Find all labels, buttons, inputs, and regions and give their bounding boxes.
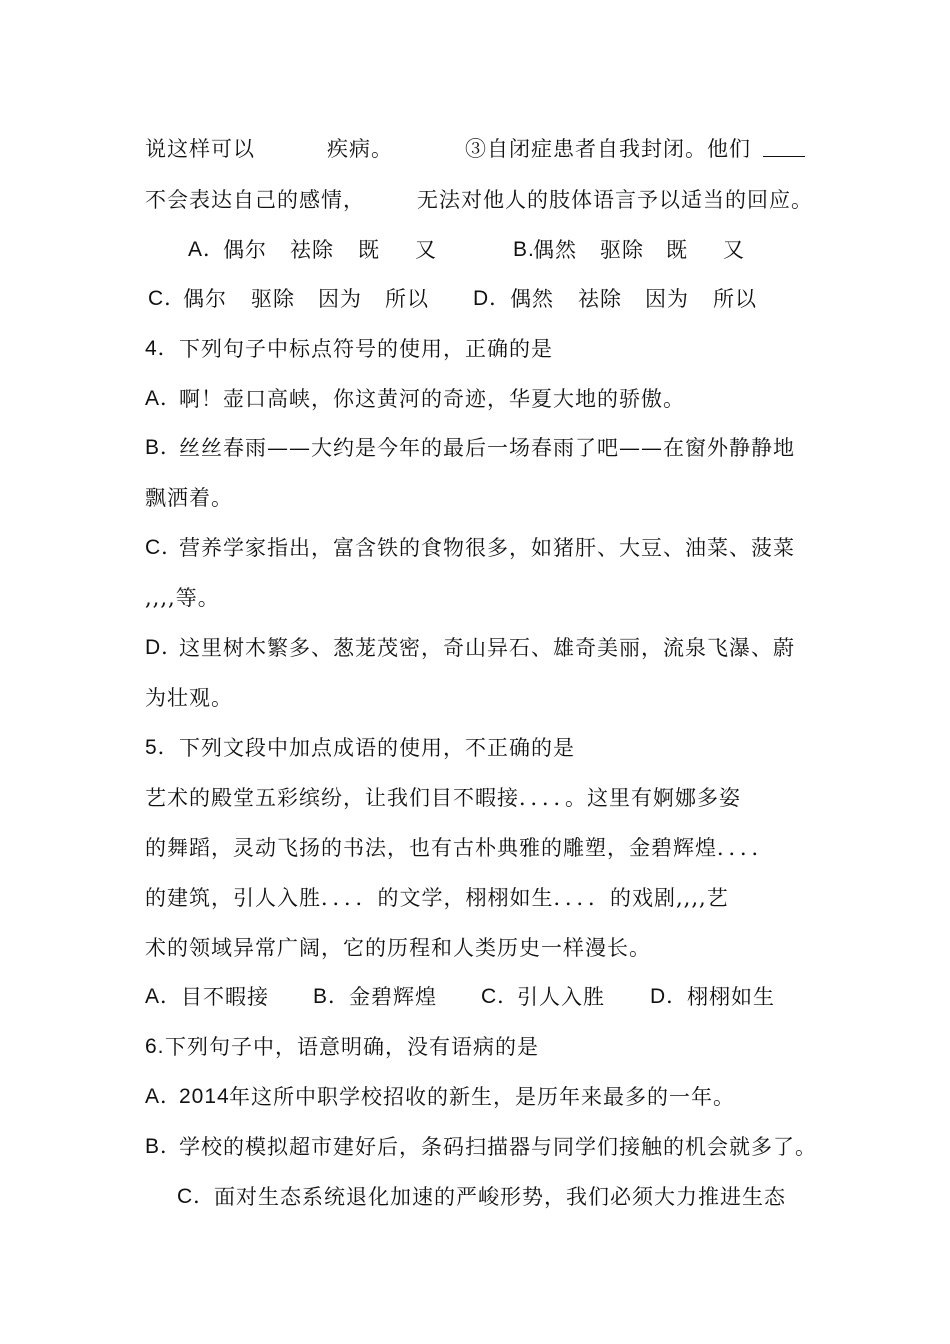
q6-option-a-label: A． (145, 1085, 183, 1108)
q6-option-b-text: 学校的模拟超市建好后，条码扫描器与同学们接触的机会就多了。 (179, 1135, 817, 1159)
q3-option-d-label: D． (473, 287, 512, 310)
q3-line-1-part-a: 说这样可以 (145, 137, 255, 161)
q3-option-d-word-1: 偶然 (510, 287, 554, 311)
q4-option-b-text: 丝丝春雨——大约是今年的最后一场春雨了吧——在窗外静静地 (179, 436, 795, 460)
q5-passage-text-4: 术的领域异常广阔，它的历程和人类历史一样漫长。 (145, 936, 651, 960)
q4-option-c-text: 营养学家指出，富含铁的食物很多，如猪肝、大豆、油菜、菠菜 (179, 536, 795, 560)
q3-line-1-part-b: 疾病。 (327, 137, 393, 161)
q5-passage-text-3: 的建筑，引人入胜．．．．的文学，栩栩如生．．．．的戏剧,,,,艺 (145, 886, 729, 910)
q4-option-c (145, 533, 845, 563)
q3-option-a-word-2: 祛除 (290, 238, 334, 262)
q5-option-a-label: A． (145, 985, 183, 1008)
q4-option-a-label: A． (145, 387, 183, 410)
q5-option-b-label: B． (313, 985, 351, 1008)
q3-option-c-word-3: 因为 (318, 287, 362, 311)
q4-option-d-text: 这里树木繁多、葱茏茂密，奇山异石、雄奇美丽，流泉飞瀑、蔚 (179, 636, 795, 660)
q3-line-2-part-b: 无法对他人的肢体语言予以适当的回应。 (417, 188, 813, 212)
q3-option-d-word-4: 所以 (713, 287, 757, 311)
q4-stem (145, 334, 845, 364)
q5-stem (145, 733, 845, 763)
q5-option-b-text: 金碧辉煌 (349, 985, 437, 1009)
q5-passage-text-2: 的舞蹈，灵动飞扬的书法，也有古朴典雅的雕塑，金碧辉煌．．．． (145, 836, 774, 860)
q6-option-a-text: 年这所中职学校招收的新生，是历年来最多的一年。 (229, 1085, 735, 1109)
q5-stem-text: 下列文段中加点成语的使用，不正确的是 (179, 736, 575, 760)
q6-number: 6. (145, 1035, 165, 1058)
q6-option-b-label: B． (145, 1135, 183, 1158)
fill-in-blank (763, 138, 805, 157)
q3-option-b-word-3: 既 (666, 238, 688, 262)
q6-option-a (145, 1082, 845, 1112)
q4-option-a-text: 啊！壶口高峡，你这黄河的奇迹，华夏大地的骄傲。 (179, 387, 685, 411)
q6-stem-text: 下列句子中，语意明确，没有语病的是 (165, 1035, 539, 1059)
q6-option-c-text: 面对生态系统退化加速的严峻形势，我们必须大力推进生态 (214, 1185, 786, 1209)
q3-line-2 (145, 185, 845, 215)
q3-option-a-word-4: 又 (415, 238, 437, 262)
q5-passage-line-2 (145, 833, 845, 863)
q4-stem-text: 下列句子中标点符号的使用，正确的是 (179, 337, 553, 361)
q3-option-c-word-4: 所以 (385, 287, 429, 311)
q5-option-d-label: D． (650, 985, 689, 1008)
q4-option-d (145, 633, 845, 663)
q4-option-b (145, 433, 845, 463)
q6-option-c (145, 1182, 845, 1212)
q4-option-c-label: C． (145, 536, 184, 559)
q3-options-cd (145, 284, 845, 314)
q3-option-d-word-2: 祛除 (578, 287, 622, 311)
q3-option-a-label: A． (188, 238, 226, 261)
q4-option-a (145, 384, 845, 414)
q4-option-b-label: B． (145, 436, 183, 459)
q5-number: 5． (145, 736, 180, 759)
q3-line-2-part-a: 不会表达自己的感情， (145, 188, 365, 212)
q3-option-a-word-3: 既 (358, 238, 380, 262)
q6-option-a-year: 2014 (179, 1085, 230, 1108)
q3-options-ab (145, 235, 845, 265)
q3-option-b-word-2: 驱除 (600, 238, 644, 262)
q3-option-b-word-1: 偶然 (533, 238, 577, 262)
q5-passage-line-3 (145, 883, 845, 913)
q4-option-b-continuation (145, 483, 845, 513)
q4-option-d-cont-text: 为壮观。 (145, 686, 233, 710)
q4-option-c-cont-text: ,,,,等。 (145, 586, 220, 610)
q5-passage-line-1 (145, 783, 845, 813)
q5-option-c-text: 引人入胜 (517, 985, 605, 1009)
q5-option-d-text: 栩栩如生 (687, 985, 775, 1009)
q4-option-d-continuation (145, 683, 845, 713)
q3-option-c-word-1: 偶尔 (183, 287, 227, 311)
q3-line-1-part-c: ③自闭症患者自我封闭。他们 (465, 137, 751, 161)
q4-option-b-cont-text: 飘洒着。 (145, 486, 233, 510)
q3-option-c-label: C． (148, 287, 187, 310)
q3-option-b-word-4: 又 (723, 238, 745, 262)
q3-option-c-word-2: 驱除 (251, 287, 295, 311)
q3-option-b-label: B. (513, 238, 535, 261)
q5-option-a-text: 目不暇接 (181, 985, 269, 1009)
q3-line-1 (145, 134, 845, 164)
q4-option-d-label: D． (145, 636, 184, 659)
q3-option-d-word-3: 因为 (645, 287, 689, 311)
q4-option-c-continuation (145, 583, 845, 613)
q5-passage-text-1: 艺术的殿堂五彩缤纷，让我们目不暇接．．．．。这里有婀娜多姿 (145, 786, 741, 810)
q5-passage-line-4 (145, 933, 845, 963)
q6-option-c-label: C． (177, 1185, 216, 1208)
q6-option-b (145, 1132, 845, 1162)
q6-stem (145, 1032, 845, 1062)
q4-number: 4． (145, 337, 180, 360)
q5-option-c-label: C． (481, 985, 520, 1008)
q3-option-a-word-1: 偶尔 (223, 238, 267, 262)
q5-options (145, 982, 845, 1012)
